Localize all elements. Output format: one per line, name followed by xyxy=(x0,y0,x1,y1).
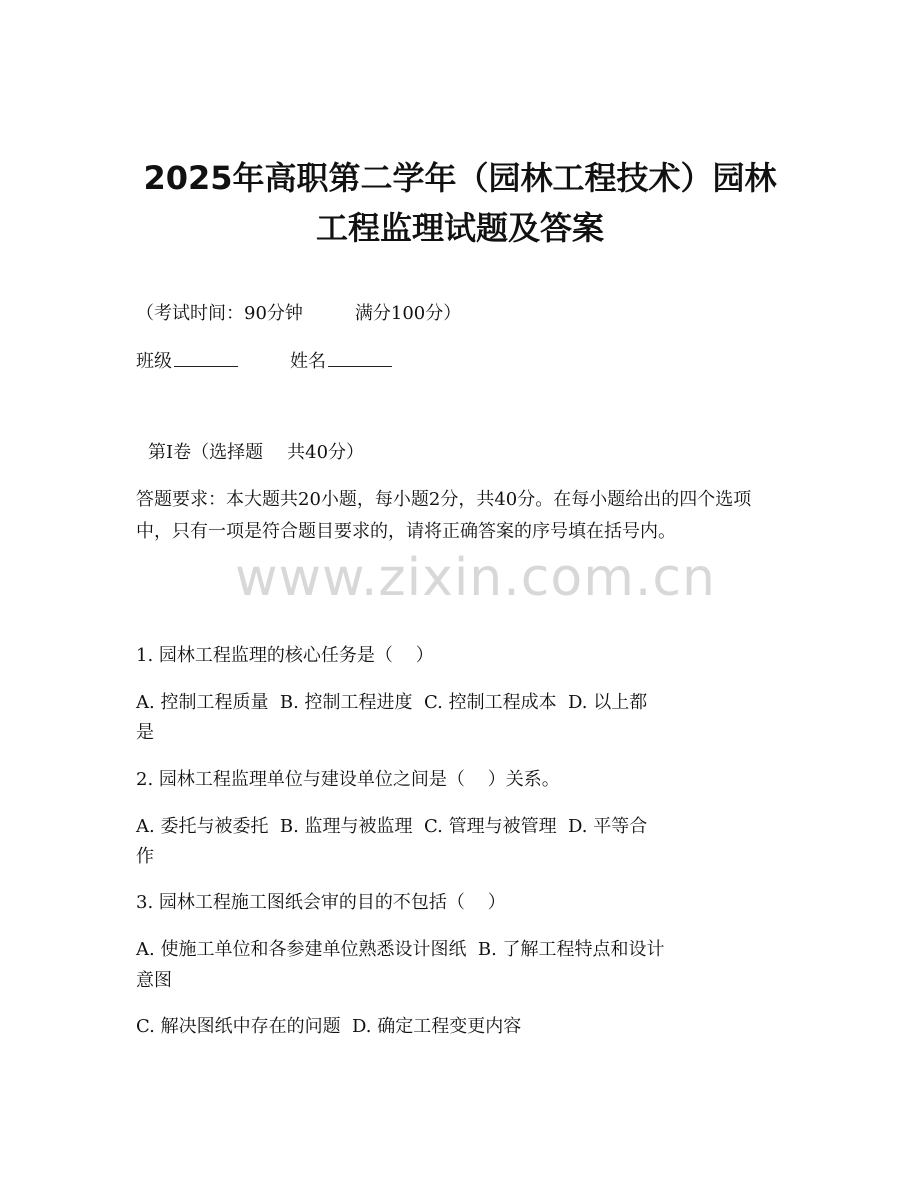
class-blank[interactable] xyxy=(174,346,238,367)
document-title-line2: 工程监理试题及答案 xyxy=(315,209,604,247)
question-1-options-cont: 是 xyxy=(136,722,154,743)
section-title: 第I卷（选择题 xyxy=(148,442,264,463)
question-2-options-cont: 作 xyxy=(136,846,154,867)
question-3-stem: 3. 园林工程施工图纸会审的目的不包括（ ） xyxy=(136,892,506,913)
document-title-line1: 2025年高职第二学年（园林工程技术）园林 xyxy=(143,159,777,197)
question-3-options-line3: C. 解决图纸中存在的问题 D. 确定工程变更内容 xyxy=(136,1016,522,1037)
student-fields xyxy=(136,346,776,378)
question-3-options: A. 使施工单位和各参建单位熟悉设计图纸 B. 了解工程特点和设计 xyxy=(136,939,665,960)
exam-info xyxy=(136,298,776,330)
watermark: www.zixin.com.cn xyxy=(235,548,716,608)
section-points: 共40分） xyxy=(287,442,365,463)
exam-score: 满分100分） xyxy=(354,303,462,324)
question-2-options: A. 委托与被委托 B. 监理与被监理 C. 管理与被管理 D. 平等合 xyxy=(136,816,648,837)
section-instructions: 答题要求：本大题共20小题，每小题2分，共40分。在每小题给出的四个选项中，只有一项是符合题目要求的，请将正确答案的序号填在括号内。 xyxy=(136,489,752,542)
question-3-options-cont: 意图 xyxy=(136,970,172,991)
question-2-stem: 2. 园林工程监理单位与建设单位之间是（ ）关系。 xyxy=(136,769,560,790)
name-label: 姓名 xyxy=(290,351,326,372)
section-heading xyxy=(148,437,788,469)
exam-time: （考试时间：90分钟 xyxy=(136,303,303,324)
class-label: 班级 xyxy=(136,351,172,372)
question-1-options: A. 控制工程质量 B. 控制工程进度 C. 控制工程成本 D. 以上都 xyxy=(136,692,648,713)
question-1-stem: 1. 园林工程监理的核心任务是（ ） xyxy=(136,645,434,666)
name-blank[interactable] xyxy=(328,346,392,367)
